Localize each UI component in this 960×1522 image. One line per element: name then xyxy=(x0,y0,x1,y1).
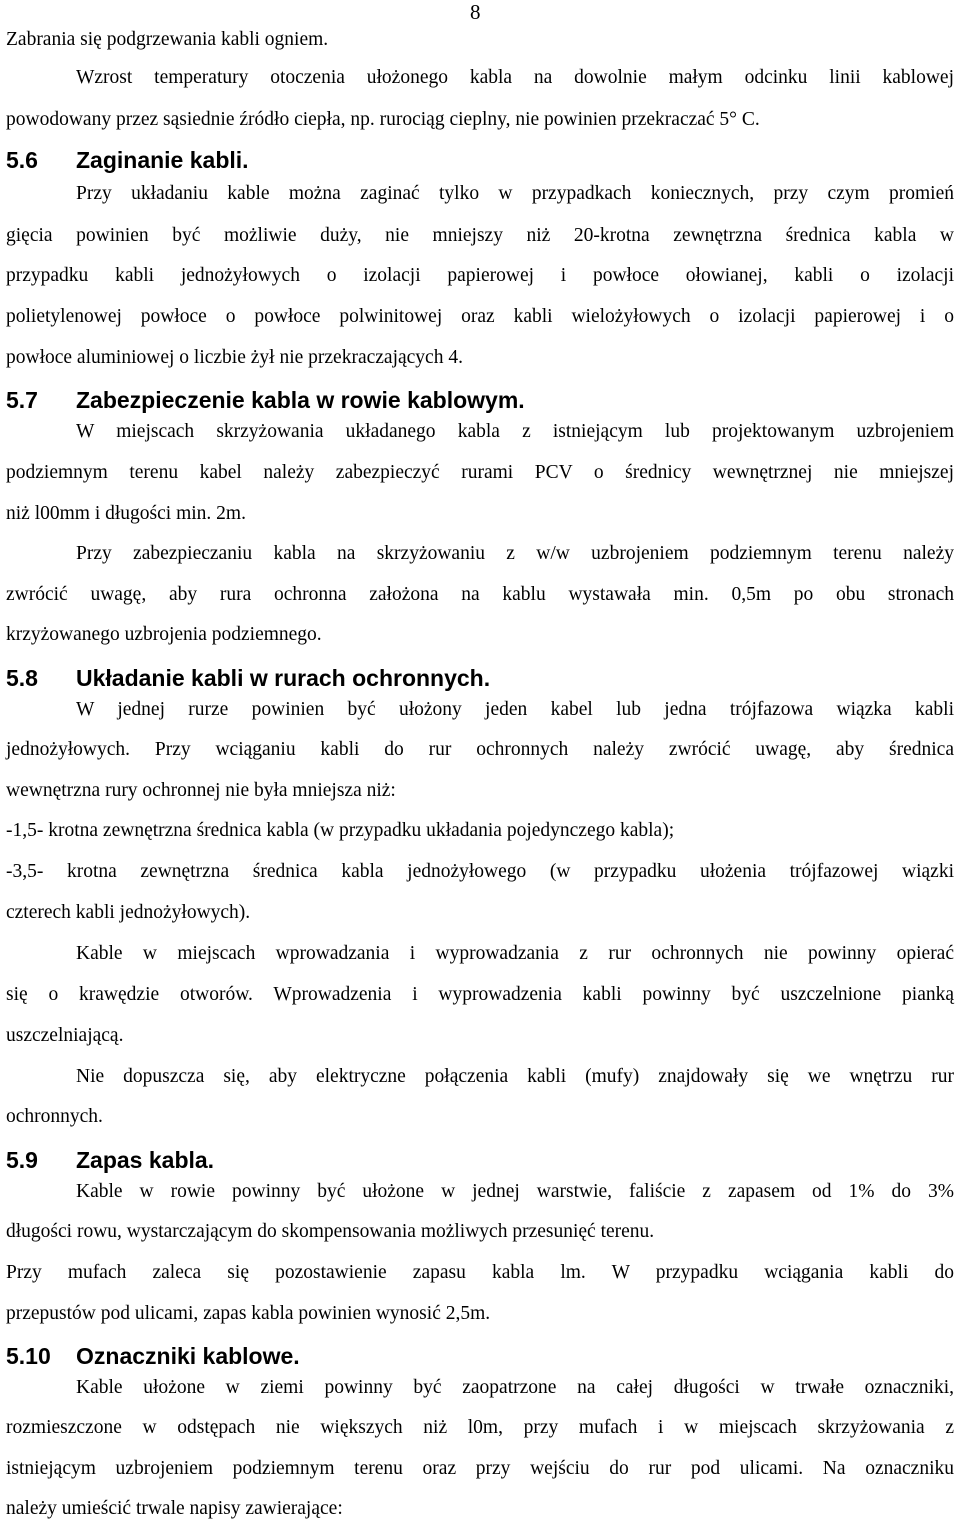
text-line: gięcia powinien być możliwie duży, nie mniejszy niż 20-krotna zewnętrzna średnica kabla w xyxy=(6,225,954,246)
text-line: powłoce aluminiowej o liczbie żył nie przekraczających 4. xyxy=(6,347,463,368)
text-line: powodowany przez sąsiednie źródło ciepła, np. rurociąg cieplny, nie powinien przekraczać 5° C. xyxy=(6,109,760,130)
page-number: 8 xyxy=(470,0,481,24)
text-line: Nie dopuszcza się, aby elektryczne połączenia kabli (mufy) znajdowały się we wnętrzu rur xyxy=(76,1066,954,1087)
text-line: Wzrost temperatury otoczenia ułożonego kabla na dowolnie małym odcinku linii kablowej xyxy=(76,67,954,88)
text-line: jednożyłowych. Przy wciąganiu kabli do rur ochronnych należy zwrócić uwagę, aby średnica xyxy=(6,739,954,760)
text-line: W miejscach skrzyżowania układanego kabla z istniejącym lub projektowanym uzbrojeniem xyxy=(76,421,954,442)
text-line: przypadku kabli jednożyłowych o izolacji papierowej i powłoce ołowianej, kabli o izolacji xyxy=(6,265,954,286)
text-line: -1,5- krotna zewnętrzna średnica kabla (w przypadku układania pojedynczego kabla); xyxy=(6,820,675,841)
text-line: W jednej rurze powinien być ułożony jeden kabel lub jedna trójfazowa wiązka kabli xyxy=(76,699,954,720)
section-number: 5.10 xyxy=(6,1343,51,1369)
text-line: niż l00mm i długości min. 2m. xyxy=(6,503,246,524)
section-number: 5.7 xyxy=(6,387,38,413)
text-line: istniejącym uzbrojeniem podziemnym terenu oraz przy wejściu do rur pod ulicami. Na oznaczniku xyxy=(6,1458,954,1479)
text-line: zwrócić uwagę, aby rura ochronna założona na kablu wystawała min. 0,5m po obu stronach xyxy=(6,584,954,605)
text-line: polietylenowej powłoce o powłoce polwinitowej oraz kabli wielożyłowych o izolacji papierowej i o xyxy=(6,306,954,327)
text-line: Kable ułożone w ziemi powinny być zaopatrzone na całej długości w trwałe oznaczniki, xyxy=(76,1377,954,1398)
section-title: Zaginanie kabli. xyxy=(76,147,249,173)
section-title: Zapas kabla. xyxy=(76,1147,215,1173)
text-line: ochronnych. xyxy=(6,1106,103,1127)
section-title: Układanie kabli w rurach ochronnych. xyxy=(76,665,491,691)
section-heading-5-10 xyxy=(6,1342,300,1370)
section-heading-5-9 xyxy=(6,1146,214,1174)
text-line: Zabrania się podgrzewania kabli ogniem. xyxy=(6,29,329,50)
text-line: Kable w miejscach wprowadzania i wyprowadzania z rur ochronnych nie powinny opierać xyxy=(76,943,954,964)
text-line: rozmieszczone w odstępach nie większych niż l0m, przy mufach i w miejscach skrzyżowania z xyxy=(6,1417,954,1438)
text-line: długości rowu, wystarczającym do skompensowania możliwych przesunięć terenu. xyxy=(6,1221,655,1242)
text-line: Przy układaniu kable można zaginać tylko w przypadkach koniecznych, przy czym promień xyxy=(76,183,954,204)
text-line: podziemnym terenu kabel należy zabezpieczyć rurami PCV o średnicy wewnętrznej nie mniejszej xyxy=(6,462,954,483)
text-line: -3,5- krotna zewnętrzna średnica kabla jednożyłowego (w przypadku ułożenia trójfazowej wiązki xyxy=(6,861,954,882)
section-heading-5-8 xyxy=(6,664,490,692)
text-line: Przy zabezpieczaniu kabla na skrzyżowaniu z w/w uzbrojeniem podziemnym terenu należy xyxy=(76,543,954,564)
text-line: Kable w rowie powinny być ułożone w jednej warstwie, faliście z zapasem od 1% do 3% xyxy=(76,1181,954,1202)
text-line: uszczelniającą. xyxy=(6,1025,124,1046)
section-title: Oznaczniki kablowe. xyxy=(76,1343,300,1369)
section-number: 5.9 xyxy=(6,1147,38,1173)
section-number: 5.6 xyxy=(6,147,38,173)
section-heading-5-6 xyxy=(6,146,249,174)
section-heading-5-7 xyxy=(6,386,525,414)
text-line: przepustów pod ulicami, zapas kabla powinien wynosić 2,5m. xyxy=(6,1303,491,1324)
text-line: należy umieścić trwale napisy zawierające: xyxy=(6,1498,343,1519)
text-line: krzyżowanego uzbrojenia podziemnego. xyxy=(6,624,322,645)
text-line: wewnętrzna rury ochronnej nie była mniejsza niż: xyxy=(6,780,396,801)
text-line: się o krawędzie otworów. Wprowadzenia i wyprowadzenia kabli powinny być uszczelnione pianką xyxy=(6,984,954,1005)
section-title: Zabezpieczenie kabla w rowie kablowym. xyxy=(76,387,525,413)
text-line: Przy mufach zaleca się pozostawienie zapasu kabla lm. W przypadku wciągania kabli do xyxy=(6,1262,954,1283)
text-line: czterech kabli jednożyłowych). xyxy=(6,902,251,923)
section-number: 5.8 xyxy=(6,665,38,691)
